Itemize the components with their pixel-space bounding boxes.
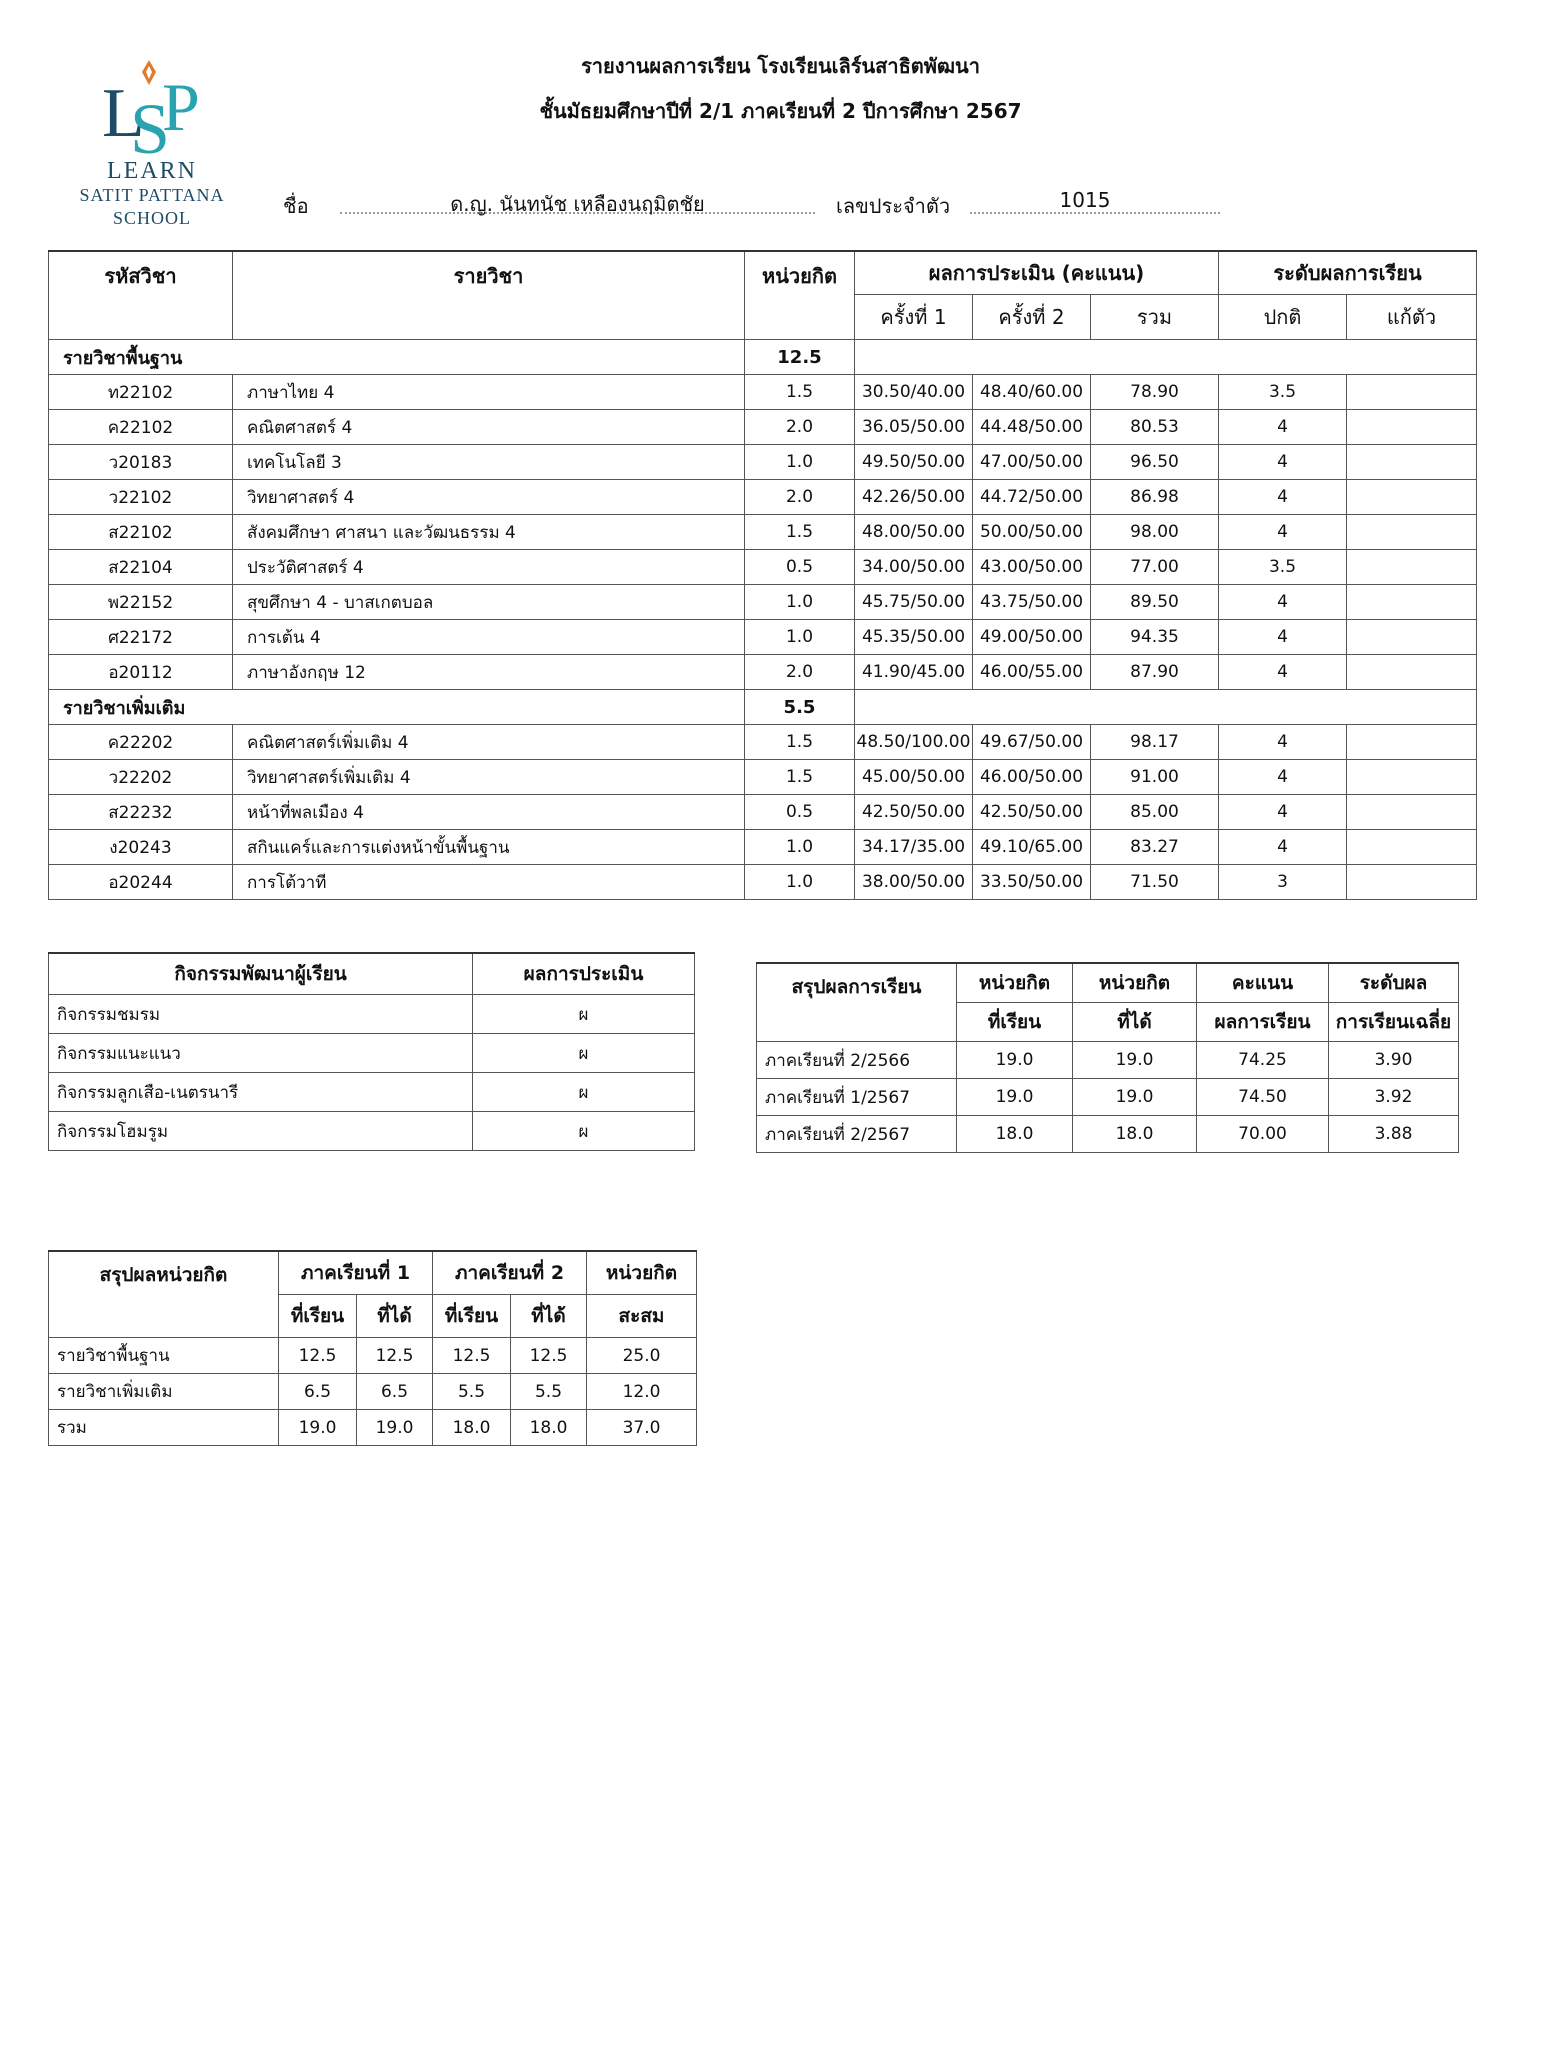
score-round1: 49.50/50.00 — [855, 445, 973, 480]
activity-result: ผ — [473, 995, 695, 1034]
score-round2: 49.10/65.00 — [973, 830, 1091, 865]
summary-term: ภาคเรียนที่ 1/2567 — [757, 1079, 957, 1116]
subject-name: ภาษาไทย 4 — [233, 375, 745, 410]
summary-taken-header-1: หน่วยกิต — [957, 963, 1073, 1003]
col-level-header: ระดับผลการเรียน — [1219, 251, 1477, 295]
subject-code: ว20183 — [49, 445, 233, 480]
table-row — [49, 480, 1477, 515]
grade-normal: 3.5 — [1219, 375, 1347, 410]
score-round1: 34.00/50.00 — [855, 550, 973, 585]
credits-t2-taken: 12.5 — [433, 1338, 511, 1374]
score-round1: 45.35/50.00 — [855, 620, 973, 655]
logo-line-learn: LEARN — [107, 158, 197, 184]
table-row — [49, 445, 1477, 480]
activity-name: กิจกรรมลูกเสือ-เนตรนารี — [49, 1073, 473, 1112]
credits-row — [49, 1374, 697, 1410]
grade-normal: 4 — [1219, 410, 1347, 445]
col-remedial-header: แก้ตัว — [1347, 295, 1477, 340]
score-round1: 45.75/50.00 — [855, 585, 973, 620]
subject-name: วิทยาศาสตร์เพิ่มเติม 4 — [233, 760, 745, 795]
logo-line-satit: SATIT PATTANA — [79, 185, 225, 205]
grade-remedial — [1347, 655, 1477, 690]
score-round1: 38.00/50.00 — [855, 865, 973, 900]
activity-name: กิจกรรมแนะแนว — [49, 1034, 473, 1073]
credits-t1-taken: 12.5 — [279, 1338, 357, 1374]
table-row — [49, 620, 1477, 655]
subject-code: ง20243 — [49, 830, 233, 865]
subject-credit: 1.5 — [745, 515, 855, 550]
credits-t1-earned: 6.5 — [357, 1374, 433, 1410]
summary-taken: 19.0 — [957, 1042, 1073, 1079]
credits-t1-taken-header: ที่เรียน — [279, 1295, 357, 1338]
subject-name: คณิตศาสตร์ 4 — [233, 410, 745, 445]
score-round2: 49.00/50.00 — [973, 620, 1091, 655]
score-total: 77.00 — [1091, 550, 1219, 585]
score-total: 94.35 — [1091, 620, 1219, 655]
credits-name: รายวิชาพื้นฐาน — [49, 1338, 279, 1374]
summary-gpa: 3.88 — [1329, 1116, 1459, 1153]
col-assessment-header: ผลการประเมิน (คะแนน) — [855, 251, 1219, 295]
summary-gpa-header-2: การเรียนเฉลี่ย — [1329, 1003, 1459, 1042]
score-round2: 44.48/50.00 — [973, 410, 1091, 445]
activities-name-header: กิจกรรมพัฒนาผู้เรียน — [49, 953, 473, 995]
score-round2: 48.40/60.00 — [973, 375, 1091, 410]
score-total: 98.00 — [1091, 515, 1219, 550]
credits-t1-taken: 19.0 — [279, 1410, 357, 1446]
grade-normal: 4 — [1219, 480, 1347, 515]
credits-cum: 12.0 — [587, 1374, 697, 1410]
credits-table — [48, 1250, 697, 1446]
summary-earned-header-1: หน่วยกิต — [1073, 963, 1197, 1003]
col-credit-header: หน่วยกิต — [745, 251, 855, 340]
table-row — [49, 725, 1477, 760]
score-total: 96.50 — [1091, 445, 1219, 480]
table-row — [49, 865, 1477, 900]
summary-taken: 18.0 — [957, 1116, 1073, 1153]
grade-normal: 4 — [1219, 445, 1347, 480]
score-total: 89.50 — [1091, 585, 1219, 620]
credits-t2-taken-header: ที่เรียน — [433, 1295, 511, 1338]
section-blank — [855, 340, 1477, 375]
score-round1: 48.00/50.00 — [855, 515, 973, 550]
subject-credit: 1.0 — [745, 830, 855, 865]
grade-remedial — [1347, 375, 1477, 410]
summary-score-header-2: ผลการเรียน — [1197, 1003, 1329, 1042]
subject-credit: 0.5 — [745, 795, 855, 830]
activity-row — [49, 1073, 695, 1112]
score-round2: 43.00/50.00 — [973, 550, 1091, 585]
score-round1: 36.05/50.00 — [855, 410, 973, 445]
score-round2: 46.00/55.00 — [973, 655, 1091, 690]
score-total: 85.00 — [1091, 795, 1219, 830]
credits-term1-header: ภาคเรียนที่ 1 — [279, 1251, 433, 1295]
score-total: 83.27 — [1091, 830, 1219, 865]
summary-score-header-1: คะแนน — [1197, 963, 1329, 1003]
score-round1: 42.50/50.00 — [855, 795, 973, 830]
subject-name: หน้าที่พลเมือง 4 — [233, 795, 745, 830]
score-round2: 42.50/50.00 — [973, 795, 1091, 830]
credits-name: รายวิชาเพิ่มเติม — [49, 1374, 279, 1410]
grade-normal: 4 — [1219, 515, 1347, 550]
score-round2: 43.75/50.00 — [973, 585, 1091, 620]
grade-remedial — [1347, 760, 1477, 795]
summary-earned: 18.0 — [1073, 1116, 1197, 1153]
credits-t1-earned: 19.0 — [357, 1410, 433, 1446]
credits-t2-earned: 18.0 — [511, 1410, 587, 1446]
activity-row — [49, 995, 695, 1034]
credits-cum: 37.0 — [587, 1410, 697, 1446]
credits-t2-earned-header: ที่ได้ — [511, 1295, 587, 1338]
subject-code: พ22152 — [49, 585, 233, 620]
subject-credit: 1.0 — [745, 445, 855, 480]
summary-earned: 19.0 — [1073, 1079, 1197, 1116]
credits-cum-header-1: หน่วยกิต — [587, 1251, 697, 1295]
table-row — [49, 760, 1477, 795]
summary-row — [757, 1079, 1459, 1116]
score-total: 80.53 — [1091, 410, 1219, 445]
activity-name: กิจกรรมโฮมรูม — [49, 1112, 473, 1151]
score-total: 71.50 — [1091, 865, 1219, 900]
grade-normal: 3 — [1219, 865, 1347, 900]
subject-name: สุขศึกษา 4 - บาสเกตบอล — [233, 585, 745, 620]
score-round2: 47.00/50.00 — [973, 445, 1091, 480]
col-normal-header: ปกติ — [1219, 295, 1347, 340]
col-subject-header: รายวิชา — [233, 251, 745, 340]
subject-code: ส22102 — [49, 515, 233, 550]
summary-gpa-header-1: ระดับผล — [1329, 963, 1459, 1003]
subject-name: เทคโนโลยี 3 — [233, 445, 745, 480]
col-total-header: รวม — [1091, 295, 1219, 340]
svg-text:S: S — [130, 89, 171, 168]
grade-normal: 4 — [1219, 725, 1347, 760]
score-round1: 42.26/50.00 — [855, 480, 973, 515]
credits-t1-earned: 12.5 — [357, 1338, 433, 1374]
subject-credit: 1.0 — [745, 585, 855, 620]
score-round2: 46.00/50.00 — [973, 760, 1091, 795]
id-dotted-line — [970, 212, 1220, 214]
activity-row — [49, 1112, 695, 1151]
subject-name: สกินแคร์และการแต่งหน้าขั้นพื้นฐาน — [233, 830, 745, 865]
score-round1: 45.00/50.00 — [855, 760, 973, 795]
subject-name: ประวัติศาสตร์ 4 — [233, 550, 745, 585]
score-total: 91.00 — [1091, 760, 1219, 795]
subject-credit: 1.5 — [745, 760, 855, 795]
grade-normal: 4 — [1219, 760, 1347, 795]
summary-score: 70.00 — [1197, 1116, 1329, 1153]
summary-score: 74.25 — [1197, 1042, 1329, 1079]
subject-code: อ20112 — [49, 655, 233, 690]
section-blank — [855, 690, 1477, 725]
subject-name: การโต้วาที — [233, 865, 745, 900]
svg-text:P: P — [162, 69, 200, 145]
subject-code: ท22102 — [49, 375, 233, 410]
subject-credit: 1.0 — [745, 865, 855, 900]
score-round2: 44.72/50.00 — [973, 480, 1091, 515]
subject-credit: 2.0 — [745, 655, 855, 690]
summary-taken-header-2: ที่เรียน — [957, 1003, 1073, 1042]
table-row — [49, 655, 1477, 690]
subject-credit: 1.5 — [745, 375, 855, 410]
col-code-header: รหัสวิชา — [49, 251, 233, 340]
svg-text:L: L — [102, 75, 145, 152]
grade-remedial — [1347, 795, 1477, 830]
name-label: ชื่อ — [283, 194, 309, 218]
section-name: รายวิชาพื้นฐาน — [49, 340, 745, 375]
score-round1: 30.50/40.00 — [855, 375, 973, 410]
grade-remedial — [1347, 480, 1477, 515]
grades-table — [48, 250, 1477, 900]
activity-result: ผ — [473, 1034, 695, 1073]
grade-normal: 4 — [1219, 795, 1347, 830]
grade-remedial — [1347, 515, 1477, 550]
credits-title-header: สรุปผลหน่วยกิต — [49, 1251, 279, 1338]
credits-t1-taken: 6.5 — [279, 1374, 357, 1410]
activity-result: ผ — [473, 1073, 695, 1112]
subject-name: การเต้น 4 — [233, 620, 745, 655]
subject-name: วิทยาศาสตร์ 4 — [233, 480, 745, 515]
section-name: รายวิชาเพิ่มเติม — [49, 690, 745, 725]
grade-remedial — [1347, 830, 1477, 865]
activity-result: ผ — [473, 1112, 695, 1151]
table-row — [49, 410, 1477, 445]
summary-term-header: สรุปผลการเรียน — [757, 963, 957, 1042]
credits-name: รวม — [49, 1410, 279, 1446]
report-title: รายงานผลการเรียน โรงเรียนเลิร์นสาธิตพัฒนา — [581, 54, 980, 78]
col-round1-header: ครั้งที่ 1 — [855, 295, 973, 340]
grade-remedial — [1347, 620, 1477, 655]
score-total: 86.98 — [1091, 480, 1219, 515]
summary-row — [757, 1116, 1459, 1153]
table-row — [49, 585, 1477, 620]
score-round2: 49.67/50.00 — [973, 725, 1091, 760]
activity-row — [49, 1034, 695, 1073]
table-row — [49, 375, 1477, 410]
section-row — [49, 340, 1477, 375]
section-credit: 12.5 — [745, 340, 855, 375]
credits-cum-header-2: สะสม — [587, 1295, 697, 1338]
credits-t2-taken: 5.5 — [433, 1374, 511, 1410]
student-name: ด.ญ. นันทนัช เหลืองนฤมิตชัย — [450, 192, 705, 216]
grade-normal: 4 — [1219, 830, 1347, 865]
grade-remedial — [1347, 445, 1477, 480]
grade-normal: 4 — [1219, 585, 1347, 620]
logo-line-school: SCHOOL — [112, 208, 191, 228]
summary-term: ภาคเรียนที่ 2/2567 — [757, 1116, 957, 1153]
subject-name: ภาษาอังกฤษ 12 — [233, 655, 745, 690]
table-row — [49, 795, 1477, 830]
summary-gpa: 3.90 — [1329, 1042, 1459, 1079]
grade-remedial — [1347, 865, 1477, 900]
summary-taken: 19.0 — [957, 1079, 1073, 1116]
table-row — [49, 515, 1477, 550]
table-row — [49, 830, 1477, 865]
subject-code: ส22232 — [49, 795, 233, 830]
student-id: 1015 — [1059, 188, 1111, 212]
summary-earned: 19.0 — [1073, 1042, 1197, 1079]
grade-remedial — [1347, 585, 1477, 620]
id-label: เลขประจำตัว — [836, 194, 951, 218]
section-row — [49, 690, 1477, 725]
activity-name: กิจกรรมชมรม — [49, 995, 473, 1034]
score-round2: 33.50/50.00 — [973, 865, 1091, 900]
score-total: 98.17 — [1091, 725, 1219, 760]
subject-code: ค22202 — [49, 725, 233, 760]
credits-t2-earned: 5.5 — [511, 1374, 587, 1410]
score-round2: 50.00/50.00 — [973, 515, 1091, 550]
activities-table — [48, 952, 695, 1151]
subject-code: ว22102 — [49, 480, 233, 515]
subject-code: อ20244 — [49, 865, 233, 900]
score-round1: 48.50/100.00 — [855, 725, 973, 760]
score-round1: 41.90/45.00 — [855, 655, 973, 690]
summary-gpa: 3.92 — [1329, 1079, 1459, 1116]
summary-row — [757, 1042, 1459, 1079]
credits-cum: 25.0 — [587, 1338, 697, 1374]
credits-row — [49, 1410, 697, 1446]
col-round2-header: ครั้งที่ 2 — [973, 295, 1091, 340]
summary-score: 74.50 — [1197, 1079, 1329, 1116]
summary-earned-header-2: ที่ได้ — [1073, 1003, 1197, 1042]
summary-term: ภาคเรียนที่ 2/2566 — [757, 1042, 957, 1079]
subject-credit: 1.5 — [745, 725, 855, 760]
subject-credit: 2.0 — [745, 410, 855, 445]
subject-credit: 0.5 — [745, 550, 855, 585]
score-round1: 34.17/35.00 — [855, 830, 973, 865]
grade-normal: 4 — [1219, 620, 1347, 655]
credits-t2-taken: 18.0 — [433, 1410, 511, 1446]
table-row — [49, 550, 1477, 585]
subject-code: ค22102 — [49, 410, 233, 445]
subject-code: ส22104 — [49, 550, 233, 585]
grade-remedial — [1347, 725, 1477, 760]
credits-row — [49, 1338, 697, 1374]
credits-t1-earned-header: ที่ได้ — [357, 1295, 433, 1338]
section-credit: 5.5 — [745, 690, 855, 725]
subject-name: สังคมศึกษา ศาสนา และวัฒนธรรม 4 — [233, 515, 745, 550]
subject-credit: 1.0 — [745, 620, 855, 655]
subject-name: คณิตศาสตร์เพิ่มเติม 4 — [233, 725, 745, 760]
report-subtitle: ชั้นมัธยมศึกษาปีที่ 2/1 ภาคเรียนที่ 2 ปีการศึกษา 2567 — [539, 99, 1022, 123]
grade-normal: 3.5 — [1219, 550, 1347, 585]
subject-credit: 2.0 — [745, 480, 855, 515]
activities-result-header: ผลการประเมิน — [473, 953, 695, 995]
credits-term2-header: ภาคเรียนที่ 2 — [433, 1251, 587, 1295]
grade-remedial — [1347, 550, 1477, 585]
score-total: 78.90 — [1091, 375, 1219, 410]
credits-t2-earned: 12.5 — [511, 1338, 587, 1374]
summary-table — [756, 962, 1459, 1153]
score-total: 87.90 — [1091, 655, 1219, 690]
subject-code: ว22202 — [49, 760, 233, 795]
grade-remedial — [1347, 410, 1477, 445]
subject-code: ศ22172 — [49, 620, 233, 655]
grade-normal: 4 — [1219, 655, 1347, 690]
